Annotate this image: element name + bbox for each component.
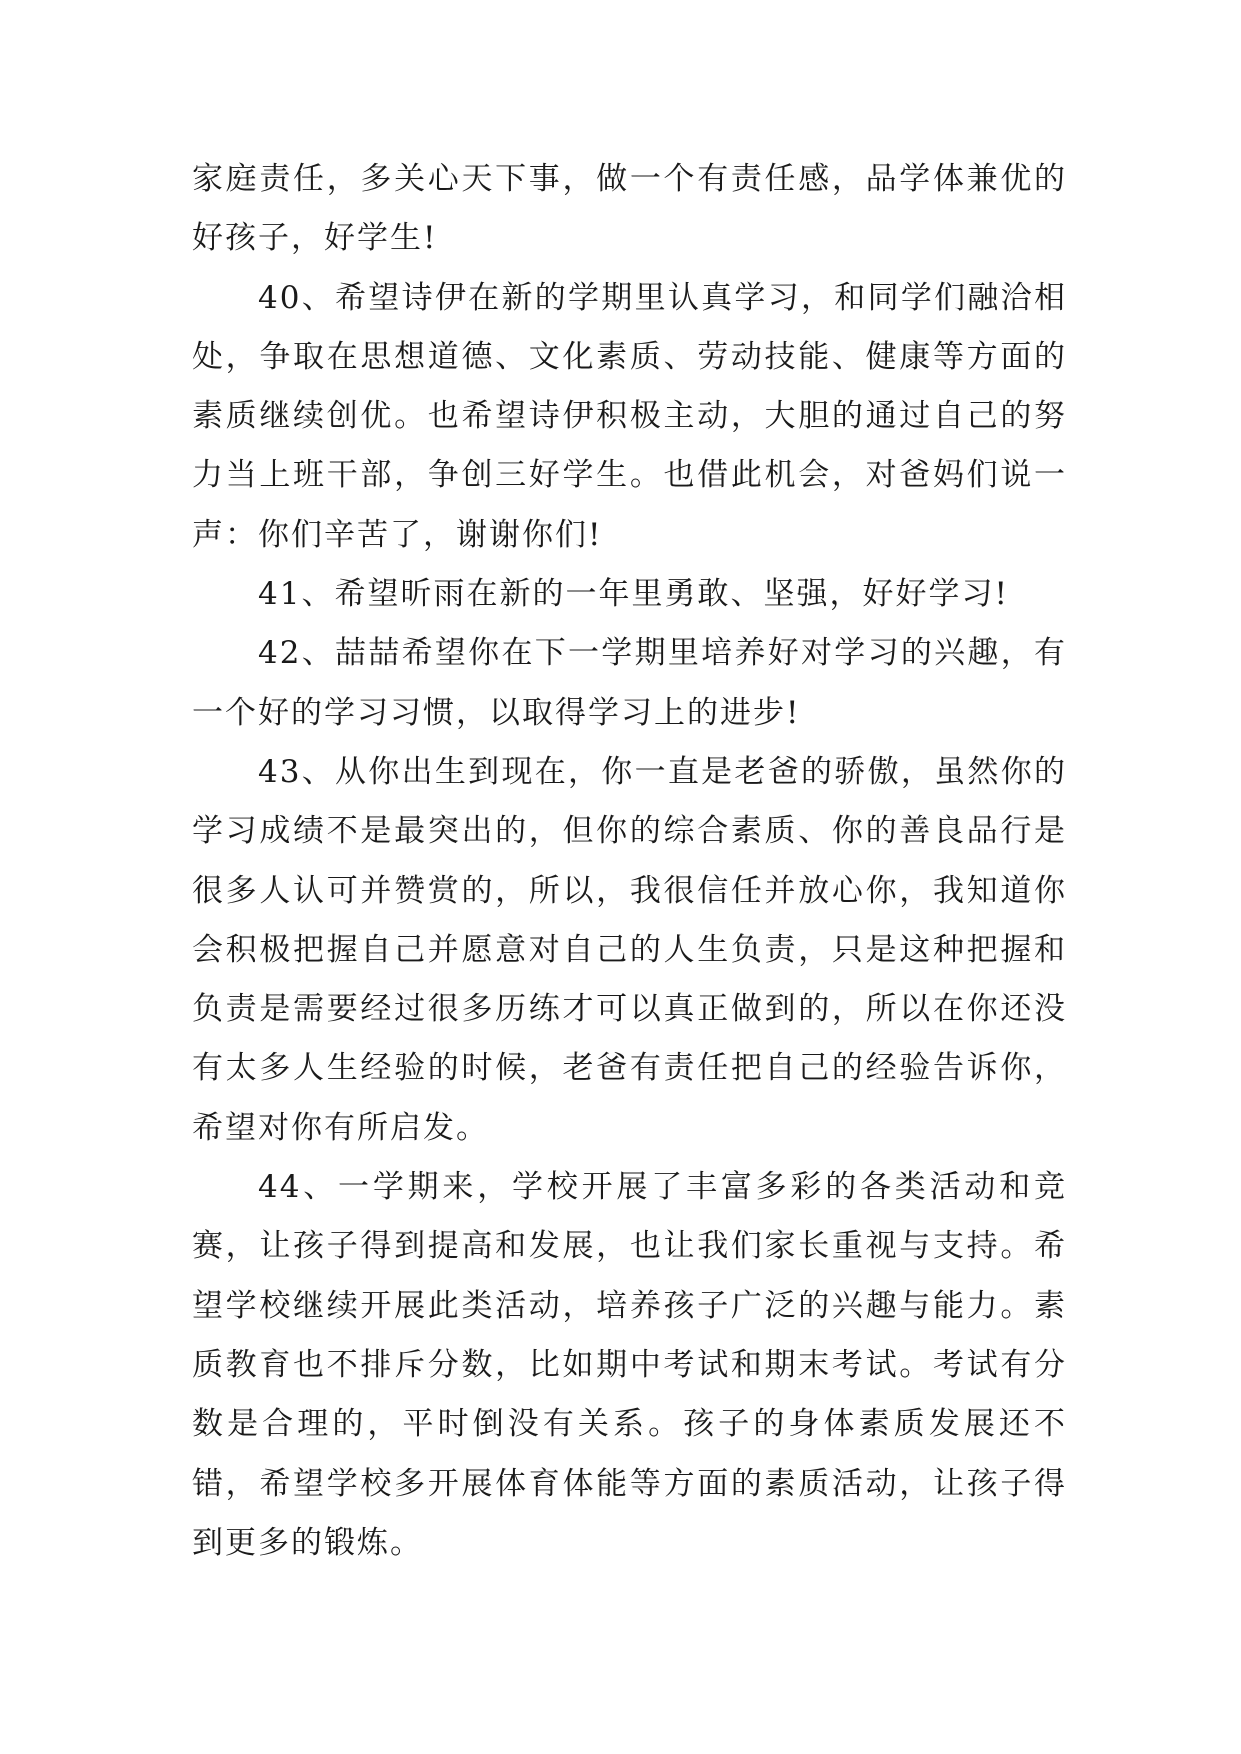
paragraph-item-41: 41、希望昕雨在新的一年里勇敢、坚强，好好学习! (258, 576, 1009, 613)
paragraph-continuation: 家庭责任，多关心天下事，做一个有责任感，品学体兼优的好孩子，好学生! (192, 161, 1067, 257)
paragraph-item-43: 43、从你出生到现在，你一直是老爸的骄傲，虽然你的学习成绩不是最突出的，但你的综合素质、你的善良品行是很多人认可并赞赏的，所以，我很信任并放心你，我知道你会积极把握自己并愿意对自己的人生负责，只是这种把握和负责是需要经过很多历练才可以真正做到的，所以在你还没有太多人生经验的时候，老爸有责任把自己的经验告诉你，希望对你有所启发。 (192, 753, 1067, 1146)
paragraph-item-42: 42、喆喆希望你在下一学期里培养好对学习的兴趣，有一个好的学习习惯，以取得学习上的进步! (192, 635, 1067, 731)
paragraph-item-44: 44、一学期来，学校开展了丰富多彩的各类活动和竞赛，让孩子得到提高和发展，也让我们家长重视与支持。希望学校继续开展此类活动，培养孩子广泛的兴趣与能力。素质教育也不排斥分数，比如期中考试和期末考试。考试有分数是合理的，平时倒没有关系。孩子的身体素质发展还不错，希望学校多开展体育体能等方面的素质活动，让孩子得到更多的锻炼。 (192, 1169, 1067, 1561)
paragraph-item-40: 40、希望诗伊在新的学期里认真学习，和同学们融洽相处，争取在思想道德、文化素质、劳动技能、健康等方面的素质继续创优。也希望诗伊积极主动，大胆的通过自己的努力当上班干部，争创三好学生。也借此机会，对爸妈们说一声：你们辛苦了，谢谢你们! (192, 279, 1067, 553)
document-body (192, 150, 1067, 1573)
